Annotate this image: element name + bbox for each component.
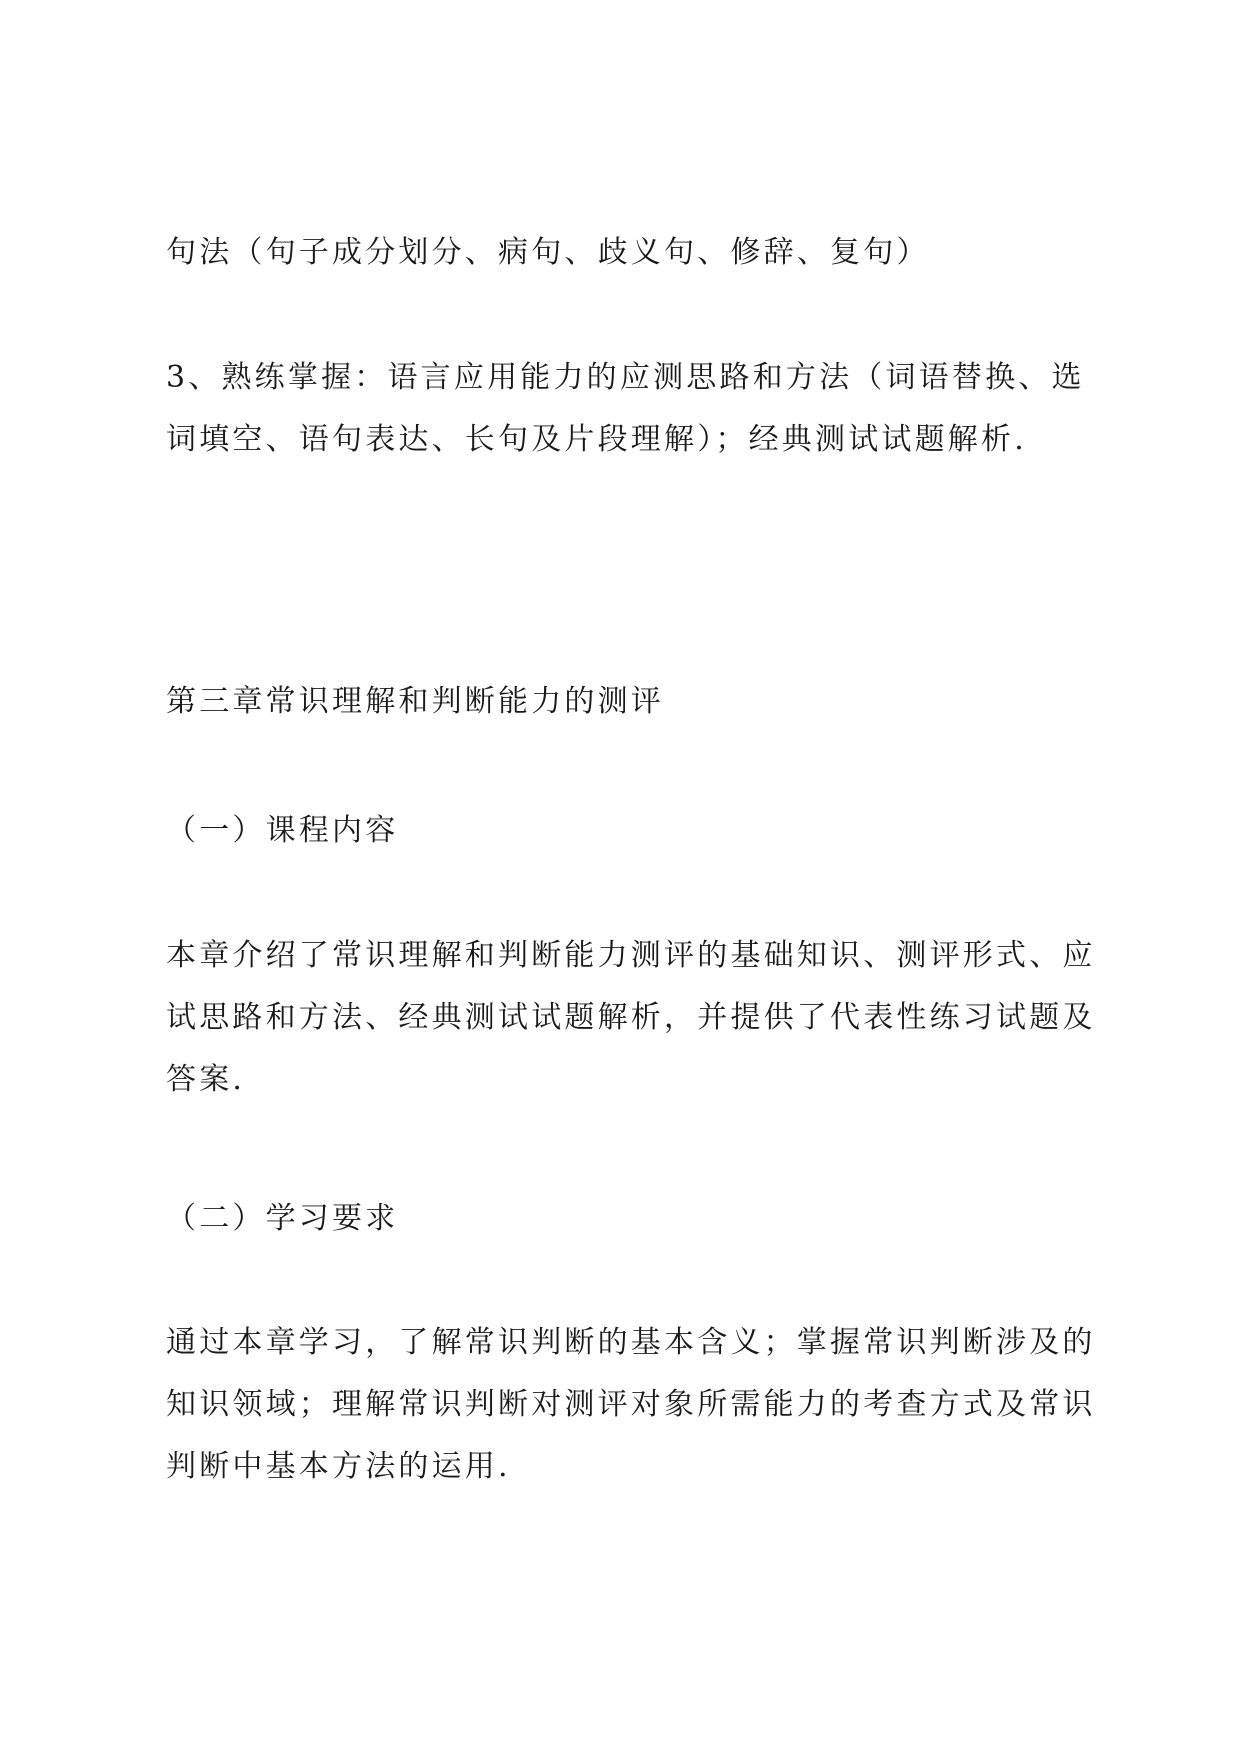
- section-2-heading-text: （二）学习要求: [166, 1201, 399, 1236]
- section-1-body-line-2: 试思路和方法、经典测试试题解析，并提供了代表性练习试题及: [166, 1000, 1096, 1035]
- syntax-line-text: 句法（句子成分划分、病句、歧义句、修辞、复句）: [166, 235, 930, 270]
- section-1-body-line-3: 答案.: [166, 1062, 246, 1097]
- section-2-body-line-3: 判断中基本方法的运用.: [166, 1449, 511, 1484]
- item-3-paragraph: [166, 347, 1096, 471]
- chapter-title-text: 第三章常识理解和判断能力的测评: [166, 684, 664, 719]
- item-3-line-2: 词填空、语句表达、长句及片段理解）；经典测试试题解析.: [166, 422, 1027, 457]
- section-2-body-line-2: 知识领域；理解常识判断对测评对象所需能力的考查方式及常识: [166, 1387, 1096, 1422]
- section-1-body: [166, 925, 1096, 1111]
- section-1-heading: [166, 800, 1096, 862]
- chapter-title: [166, 671, 1096, 733]
- section-2-body: [166, 1312, 1096, 1498]
- section-2-body-line-1: 通过本章学习，了解常识判断的基本含义；掌握常识判断涉及的: [166, 1325, 1096, 1360]
- section-1-body-line-1: 本章介绍了常识理解和判断能力测评的基础知识、测评形式、应: [166, 938, 1096, 973]
- item-3-line-1: 3、熟练掌握：语言应用能力的应测思路和方法（词语替换、选: [166, 360, 1085, 395]
- section-2-heading: [166, 1188, 1096, 1250]
- section-1-heading-text: （一）课程内容: [166, 813, 399, 848]
- syntax-line: [166, 222, 1096, 284]
